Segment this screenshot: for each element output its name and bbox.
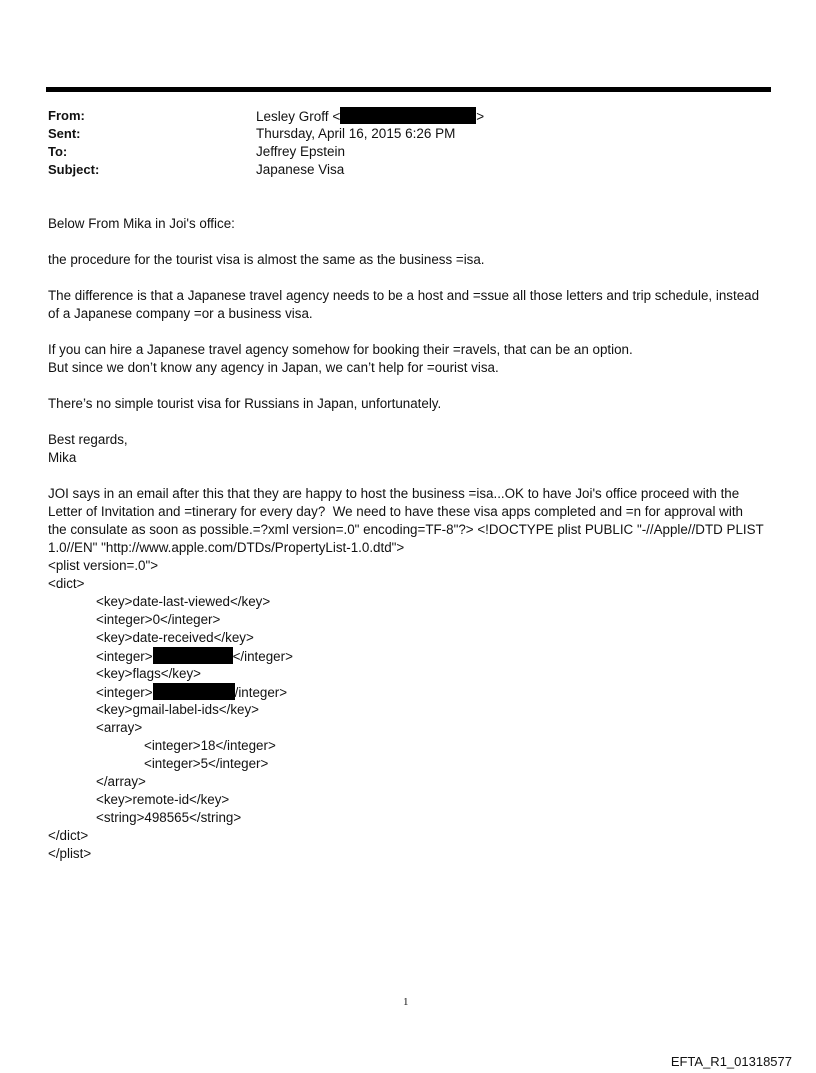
body-line: of a Japanese company =or a business visa. xyxy=(48,306,313,321)
plist-line: </plist> xyxy=(48,846,92,861)
plist-open-tag: <integer> xyxy=(96,685,153,700)
header-rule xyxy=(46,87,771,92)
plist-line: </array> xyxy=(96,774,146,789)
to-value: Jeffrey Epstein xyxy=(256,144,346,159)
from-name: Lesley Groff xyxy=(256,109,329,124)
from-close-bracket: > xyxy=(476,109,485,124)
body-line: the procedure for the tourist visa is almost the same as the business =isa. xyxy=(48,252,485,267)
body-line: Below From Mika in Joi's office: xyxy=(48,216,235,231)
plist-line xyxy=(96,683,287,702)
sent-label: Sent: xyxy=(48,126,81,141)
bates-number: EFTA_R1_01318577 xyxy=(670,1054,792,1069)
body-line: 1.0//EN" "http://www.apple.com/DTDs/PropertyList-1.0.dtd"> xyxy=(48,540,405,555)
plist-line: </dict> xyxy=(48,828,89,843)
body-line: But since we don’t know any agency in Japan, we can’t help for =ourist visa. xyxy=(48,360,499,375)
body-line: Best regards, xyxy=(48,432,128,447)
plist-line xyxy=(96,647,293,666)
plist-line: <integer>18</integer> xyxy=(144,738,276,753)
from-label: From: xyxy=(48,108,85,123)
plist-line: <integer>0</integer> xyxy=(96,612,221,627)
plist-line: <key>gmail-label-ids</key> xyxy=(96,702,260,717)
redaction-box xyxy=(340,107,476,124)
body-line: The difference is that a Japanese travel agency needs to be a host and =ssue all those letters and trip schedule, instead xyxy=(48,288,760,303)
subject-value: Japanese Visa xyxy=(256,162,345,177)
body-line: Letter of Invitation and =tinerary for every day? We need to have these visa apps completed and =n for approval with xyxy=(48,504,743,519)
body-line: Mika xyxy=(48,450,77,465)
body-line: <dict> xyxy=(48,576,85,591)
plist-line: <integer>5</integer> xyxy=(144,756,269,771)
plist-line: <array> xyxy=(96,720,143,735)
plist-close-tag: </integer> xyxy=(232,649,293,664)
body-line: There’s no simple tourist visa for Russians in Japan, unfortunately. xyxy=(48,396,442,411)
plist-close-tag: /integer> xyxy=(234,685,288,700)
body-line: the consulate as soon as possible.=?xml version=.0" encoding=TF-8"?> <!DOCTYPE plist PUBLIC "-//Apple//DTD PLIST xyxy=(48,522,764,537)
page-number: 1 xyxy=(403,996,409,1008)
plist-line: <key>remote-id</key> xyxy=(96,792,230,807)
plist-line: <key>flags</key> xyxy=(96,666,201,681)
subject-label: Subject: xyxy=(48,162,100,177)
body-line: If you can hire a Japanese travel agency somehow for booking their =ravels, that can be an option. xyxy=(48,342,633,357)
to-label: To: xyxy=(48,144,68,159)
plist-line: <string>498565</string> xyxy=(96,810,242,825)
redaction-box xyxy=(153,683,235,700)
from-open-bracket: < xyxy=(332,109,341,124)
plist-open-tag: <integer> xyxy=(96,649,153,664)
body-line: <plist version=.0"> xyxy=(48,558,159,573)
redaction-box xyxy=(153,647,233,664)
sent-value: Thursday, April 16, 2015 6:26 PM xyxy=(256,126,456,141)
plist-line: <key>date-received</key> xyxy=(96,630,254,645)
from-value xyxy=(256,107,484,126)
body-line: JOI says in an email after this that they are happy to host the business =isa...OK to have Joi's office proceed with the xyxy=(48,486,740,501)
plist-line: <key>date-last-viewed</key> xyxy=(96,594,271,609)
